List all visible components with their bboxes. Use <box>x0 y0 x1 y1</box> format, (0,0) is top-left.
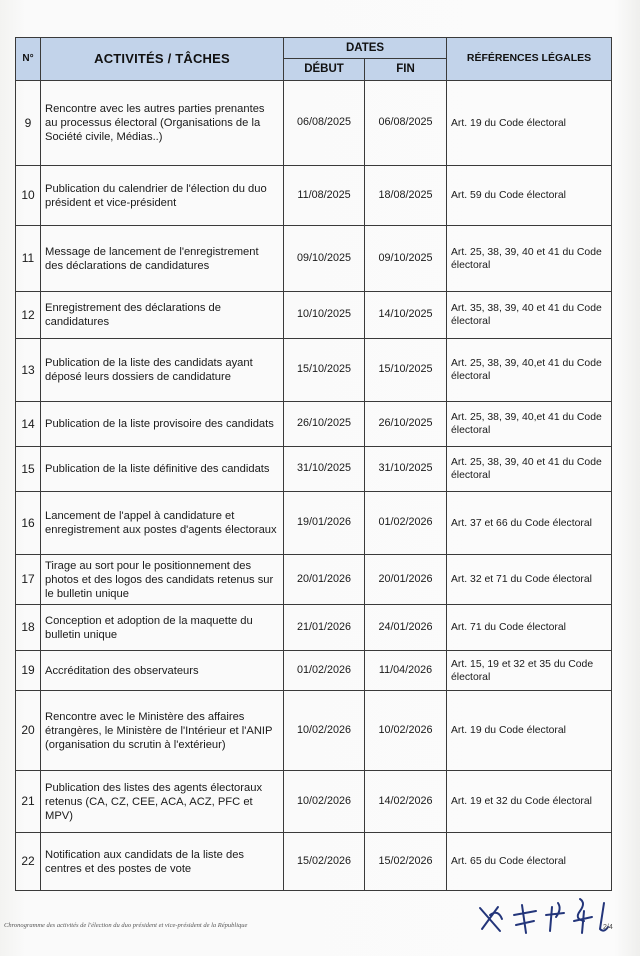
row-activity: Publication de la liste des candidats ayant déposé leurs dossiers de candidature <box>41 339 284 402</box>
row-legal-reference: Art. 25, 38, 39, 40 et 41 du Code électoral <box>447 226 612 292</box>
table-row <box>16 339 612 402</box>
row-start-date: 10/02/2026 <box>284 771 365 833</box>
row-legal-reference: Art. 19 du Code électoral <box>447 81 612 166</box>
header-activities: ACTIVITÉS / TÂCHES <box>41 38 284 81</box>
table-row <box>16 555 612 605</box>
row-start-date: 15/10/2025 <box>284 339 365 402</box>
table-row <box>16 691 612 771</box>
table-row <box>16 81 612 166</box>
row-activity: Conception et adoption de la maquette du bulletin unique <box>41 605 284 651</box>
row-activity: Accréditation des observateurs <box>41 651 284 691</box>
row-end-date: 06/08/2025 <box>365 81 447 166</box>
row-end-date: 15/10/2025 <box>365 339 447 402</box>
row-start-date: 15/02/2026 <box>284 833 365 891</box>
row-end-date: 01/02/2026 <box>365 492 447 555</box>
row-activity: Lancement de l'appel à candidature et enregistrement aux postes d'agents électoraux <box>41 492 284 555</box>
row-activity: Enregistrement des déclarations de candidatures <box>41 292 284 339</box>
handwritten-initials-signature <box>470 893 630 938</box>
table-row <box>16 402 612 447</box>
row-start-date: 20/01/2026 <box>284 555 365 605</box>
row-number: 9 <box>16 81 41 166</box>
table-row <box>16 833 612 891</box>
row-activity: Rencontre avec le Ministère des affaires étrangères, le Ministère de l'Intérieur et l'ANIP (organisation du scrutin à l'extérieur) <box>41 691 284 771</box>
row-activity: Publication du calendrier de l'élection du duo président et vice-président <box>41 166 284 226</box>
row-start-date: 31/10/2025 <box>284 447 365 492</box>
row-legal-reference: Art. 25, 38, 39, 40 et 41 du Code électoral <box>447 447 612 492</box>
row-start-date: 19/01/2026 <box>284 492 365 555</box>
table-row <box>16 447 612 492</box>
table-row <box>16 226 612 292</box>
row-legal-reference: Art. 25, 38, 39, 40,et 41 du Code électoral <box>447 402 612 447</box>
row-legal-reference: Art. 65 du Code électoral <box>447 833 612 891</box>
table-row <box>16 605 612 651</box>
row-start-date: 06/08/2025 <box>284 81 365 166</box>
row-start-date: 10/10/2025 <box>284 292 365 339</box>
row-legal-reference: Art. 15, 19 et 32 et 35 du Code électoral <box>447 651 612 691</box>
row-end-date: 09/10/2025 <box>365 226 447 292</box>
table-row <box>16 166 612 226</box>
row-number: 19 <box>16 651 41 691</box>
row-start-date: 10/02/2026 <box>284 691 365 771</box>
table-header <box>16 38 612 81</box>
row-legal-reference: Art. 35, 38, 39, 40 et 41 du Code électoral <box>447 292 612 339</box>
header-number: N° <box>16 38 41 81</box>
row-legal-reference: Art. 19 du Code électoral <box>447 691 612 771</box>
table-body <box>16 81 612 891</box>
row-legal-reference: Art. 59 du Code électoral <box>447 166 612 226</box>
row-number: 21 <box>16 771 41 833</box>
row-end-date: 14/10/2025 <box>365 292 447 339</box>
row-number: 14 <box>16 402 41 447</box>
row-activity: Publication de la liste définitive des candidats <box>41 447 284 492</box>
row-end-date: 20/01/2026 <box>365 555 447 605</box>
footer-caption: Chronogramme des activités de l'élection du duo président et vice-président de la République <box>4 922 248 929</box>
table-row <box>16 492 612 555</box>
table-row <box>16 771 612 833</box>
row-start-date: 21/01/2026 <box>284 605 365 651</box>
row-number: 13 <box>16 339 41 402</box>
row-activity: Rencontre avec les autres parties prenantes au processus électoral (Organisations de la Société civile, Médias..) <box>41 81 284 166</box>
table-row <box>16 292 612 339</box>
row-end-date: 11/04/2026 <box>365 651 447 691</box>
row-legal-reference: Art. 32 et 71 du Code électoral <box>447 555 612 605</box>
row-activity: Tirage au sort pour le positionnement des photos et des logos des candidats retenus sur le bulletin unique <box>41 555 284 605</box>
row-activity: Publication des listes des agents électoraux retenus (CA, CZ, CEE, ACA, ACZ, PFC et MPV) <box>41 771 284 833</box>
row-legal-reference: Art. 25, 38, 39, 40,et 41 du Code électoral <box>447 339 612 402</box>
row-end-date: 18/08/2025 <box>365 166 447 226</box>
row-number: 18 <box>16 605 41 651</box>
row-number: 17 <box>16 555 41 605</box>
row-activity: Publication de la liste provisoire des candidats <box>41 402 284 447</box>
row-start-date: 11/08/2025 <box>284 166 365 226</box>
row-number: 20 <box>16 691 41 771</box>
row-activity: Notification aux candidats de la liste des centres et des postes de vote <box>41 833 284 891</box>
row-end-date: 26/10/2025 <box>365 402 447 447</box>
row-end-date: 14/02/2026 <box>365 771 447 833</box>
row-end-date: 15/02/2026 <box>365 833 447 891</box>
header-start-date: DÉBUT <box>284 59 365 81</box>
row-legal-reference: Art. 71 du Code électoral <box>447 605 612 651</box>
row-start-date: 26/10/2025 <box>284 402 365 447</box>
page-number: 2/4 <box>603 924 613 931</box>
row-legal-reference: Art. 19 et 32 du Code électoral <box>447 771 612 833</box>
row-activity: Message de lancement de l'enregistrement des déclarations de candidatures <box>41 226 284 292</box>
schedule-table <box>15 37 612 891</box>
header-end-date: FIN <box>365 59 447 81</box>
row-end-date: 24/01/2026 <box>365 605 447 651</box>
row-start-date: 01/02/2026 <box>284 651 365 691</box>
row-end-date: 31/10/2025 <box>365 447 447 492</box>
row-number: 12 <box>16 292 41 339</box>
row-legal-reference: Art. 37 et 66 du Code électoral <box>447 492 612 555</box>
row-number: 16 <box>16 492 41 555</box>
row-end-date: 10/02/2026 <box>365 691 447 771</box>
row-number: 10 <box>16 166 41 226</box>
row-number: 11 <box>16 226 41 292</box>
header-legal-references: RÉFÉRENCES LÉGALES <box>447 38 612 81</box>
row-number: 15 <box>16 447 41 492</box>
header-dates: DATES <box>284 38 447 59</box>
row-number: 22 <box>16 833 41 891</box>
table-row <box>16 651 612 691</box>
row-start-date: 09/10/2025 <box>284 226 365 292</box>
